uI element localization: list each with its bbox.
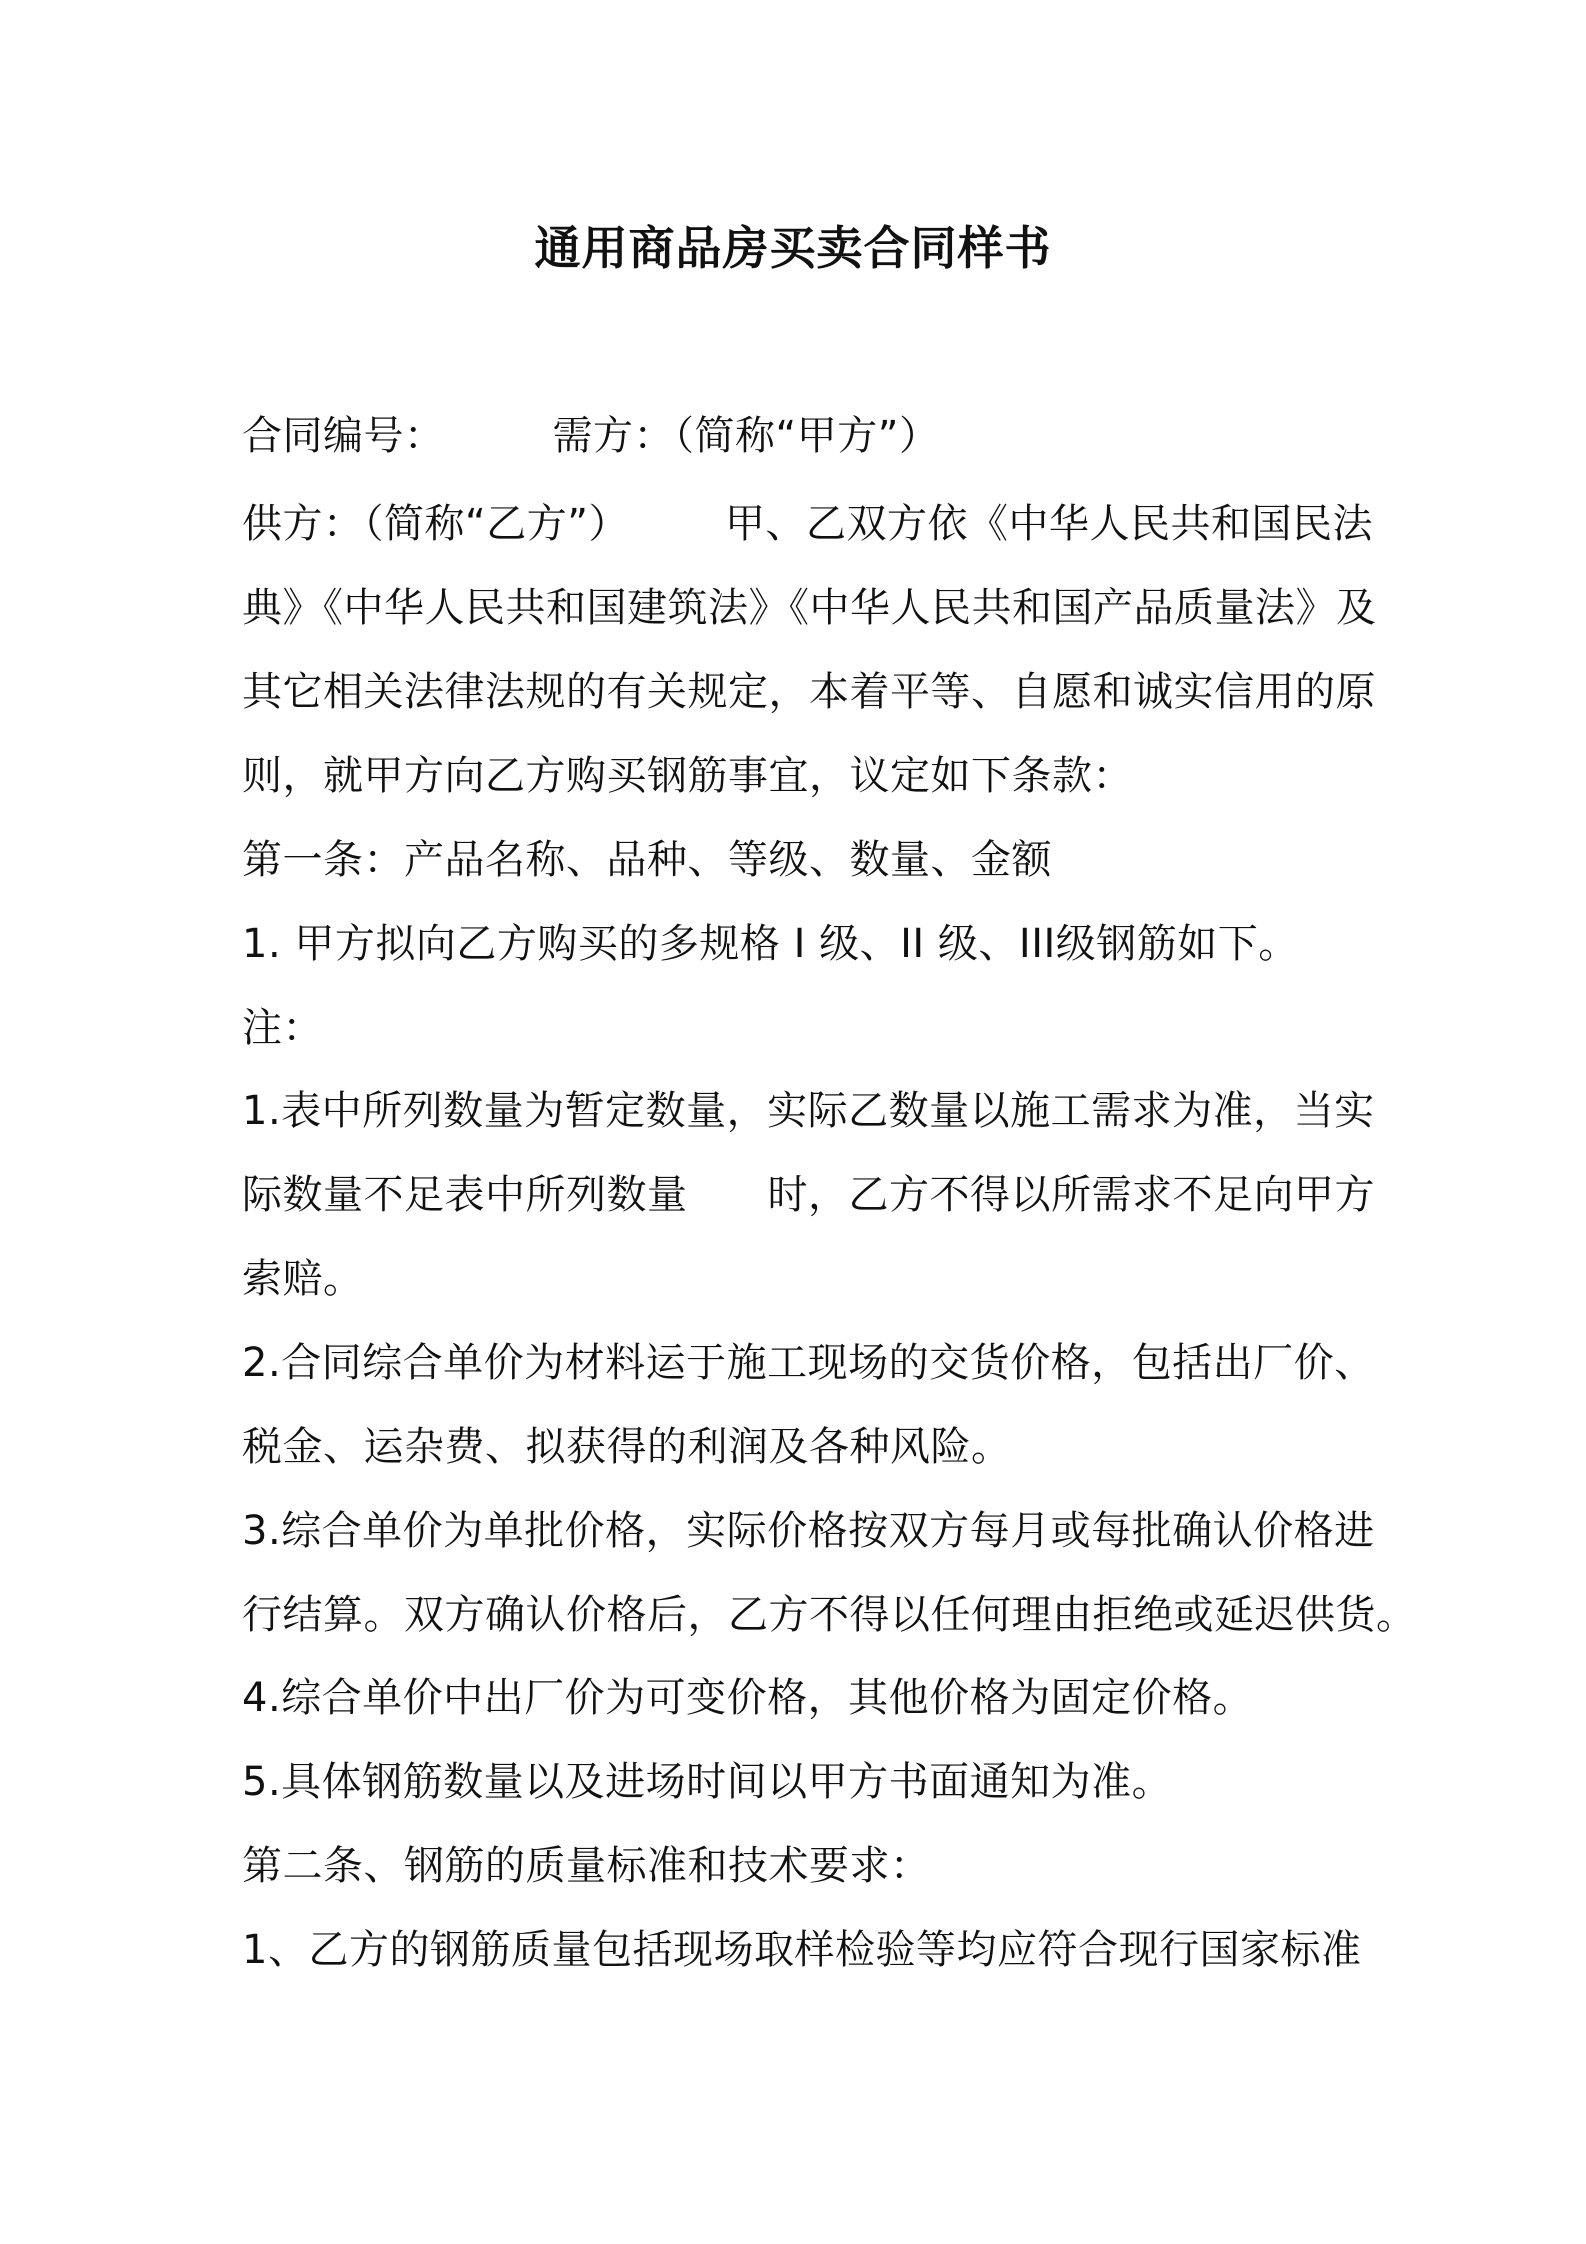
paragraph-line: 1、乙方的钢筋质量包括现场取样检验等均应符合现行国家标准 xyxy=(242,1927,1362,1973)
paragraph-line: 税金、运杂费、拟获得的利润及各种风险。 xyxy=(242,1424,1012,1470)
text-segment: 需方：（简称“甲方”） xyxy=(552,413,940,459)
section-heading: 第一条：产品名称、品种、等级、数量、金额 xyxy=(242,837,1052,883)
paragraph-line xyxy=(242,1167,1375,1223)
paragraph-line: 则，就甲方向乙方购买钢筋事宜，议定如下条款： xyxy=(242,753,1133,799)
paragraph-line: 4.综合单价中出厂价为可变价格，其他价格为固定价格。 xyxy=(242,1675,1254,1721)
paragraph-line: 1. 甲方拟向乙方购买的多规格 I 级、II 级、III级钢筋如下。 xyxy=(242,921,1299,967)
paragraph-line: 5.具体钢筋数量以及进场时间以甲方书面通知为准。 xyxy=(242,1759,1173,1805)
paragraph-line: 典》《中华人民共和国建筑法》《中华人民共和国产品质量法》及 xyxy=(242,585,1377,631)
text-segment: 供方：（简称“乙方”） xyxy=(242,501,629,547)
supplier-line xyxy=(242,496,1373,552)
document-title: 通用商品房买卖合同样书 xyxy=(534,221,1052,275)
paragraph-line: 行结算。双方确认价格后，乙方不得以任何理由拒绝或延迟供货。 xyxy=(242,1592,1417,1638)
section-heading: 第二条、钢筋的质量标准和技术要求： xyxy=(242,1843,931,1889)
note-heading: 注： xyxy=(242,1005,323,1051)
paragraph-line: 索赔。 xyxy=(242,1256,364,1302)
paragraph-line: 1.表中所列数量为暂定数量，实际乙数量以施工需求为准，当实 xyxy=(242,1088,1375,1134)
paragraph-line: 2.合同综合单价为材料运于施工现场的交货价格，包括出厂价、 xyxy=(242,1340,1375,1386)
text-segment: 合同编号： xyxy=(242,413,445,459)
text-segment: 际数量不足表中所列数量 xyxy=(242,1172,688,1218)
text-segment: 甲、乙双方依《中华人民共和国民法 xyxy=(724,501,1373,547)
paragraph-line: 3.综合单价为单批价格，实际价格按双方每月或每批确认价格进 xyxy=(242,1508,1375,1554)
paragraph-line: 其它相关法律法规的有关规定，本着平等、自愿和诚实信用的原 xyxy=(242,669,1376,715)
contract-number-line xyxy=(242,408,1352,464)
text-segment: 时，乙方不得以所需求不足向甲方 xyxy=(767,1172,1375,1218)
